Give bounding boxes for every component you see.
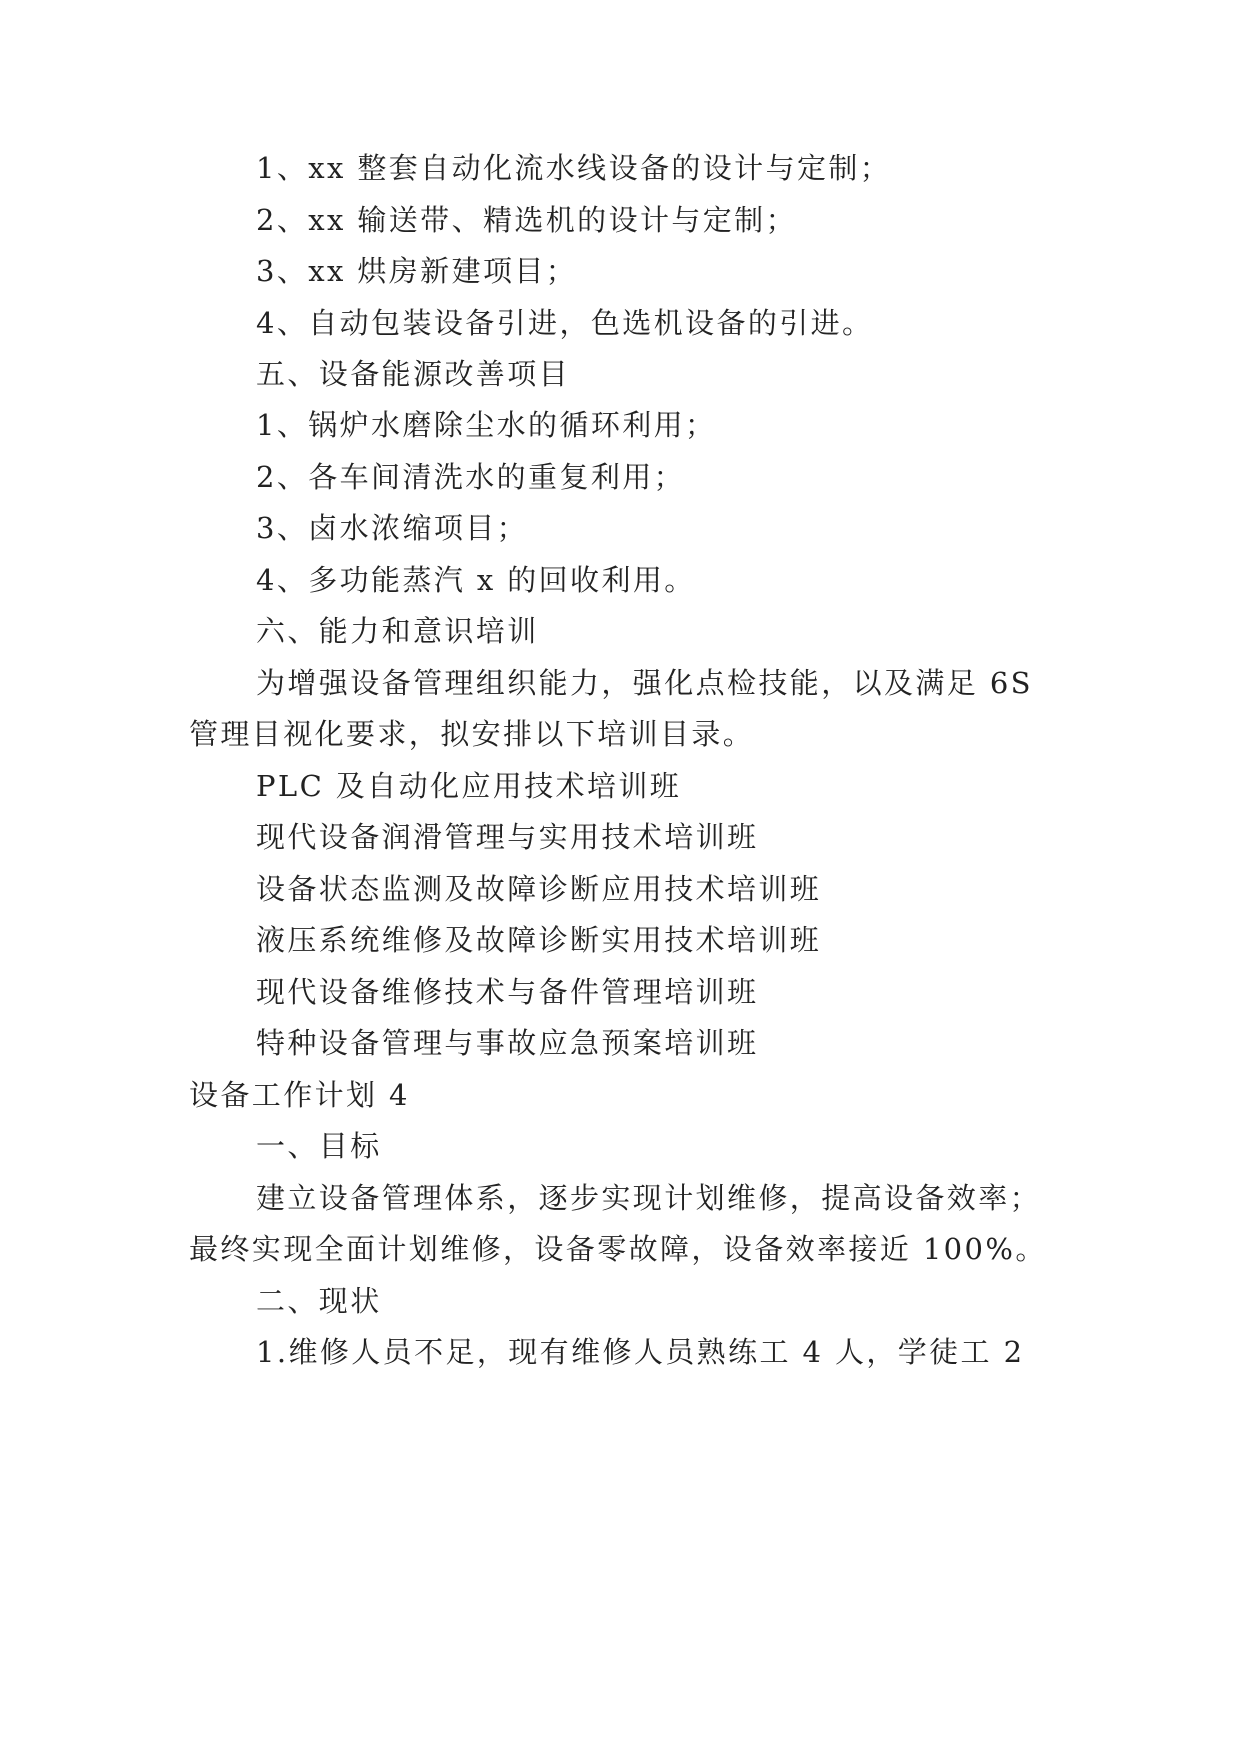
paragraph-goal-line-2: 最终实现全面计划维修，设备零故障，设备效率接近 100%。 [189, 1232, 1047, 1266]
section-heading-status: 二、现状 [256, 1284, 382, 1318]
document-title: 设备工作计划 4 [189, 1078, 410, 1112]
list-item-energy-3: 3、卤水浓缩项目； [256, 511, 529, 545]
training-course-3: 设备状态监测及故障诊断应用技术培训班 [256, 872, 822, 906]
list-item-2: 2、xx 输送带、精选机的设计与定制； [256, 203, 797, 237]
list-item-energy-1: 1、锅炉水磨除尘水的循环利用； [256, 408, 717, 442]
training-course-1: PLC 及自动化应用技术培训班 [256, 769, 682, 803]
list-item-energy-4: 4、多功能蒸汽 x 的回收利用。 [256, 563, 696, 597]
paragraph-goal-line-1: 建立设备管理体系，逐步实现计划维修，提高设备效率； [256, 1181, 1042, 1215]
list-item-energy-2: 2、各车间清洗水的重复利用； [256, 460, 686, 494]
paragraph-training-line-2: 管理目视化要求，拟安排以下培训目录。 [189, 717, 755, 751]
section-heading-5: 五、设备能源改善项目 [256, 357, 571, 391]
list-item-4: 4、自动包装设备引进，色选机设备的引进。 [256, 306, 874, 340]
list-item-3: 3、xx 烘房新建项目； [256, 254, 578, 288]
training-course-2: 现代设备润滑管理与实用技术培训班 [256, 820, 759, 854]
paragraph-training-line-1: 为增强设备管理组织能力，强化点检技能，以及满足 6S [256, 666, 1033, 700]
list-item-1: 1、xx 整套自动化流水线设备的设计与定制； [256, 151, 892, 185]
section-heading-goal: 一、目标 [256, 1129, 382, 1163]
paragraph-status-line-1: 1.维修人员不足，现有维修人员熟练工 4 人，学徒工 2 [256, 1335, 1025, 1369]
training-course-4: 液压系统维修及故障诊断实用技术培训班 [256, 923, 822, 957]
section-heading-6: 六、能力和意识培训 [256, 614, 539, 648]
training-course-6: 特种设备管理与事故应急预案培训班 [256, 1026, 759, 1060]
training-course-5: 现代设备维修技术与备件管理培训班 [256, 975, 759, 1009]
